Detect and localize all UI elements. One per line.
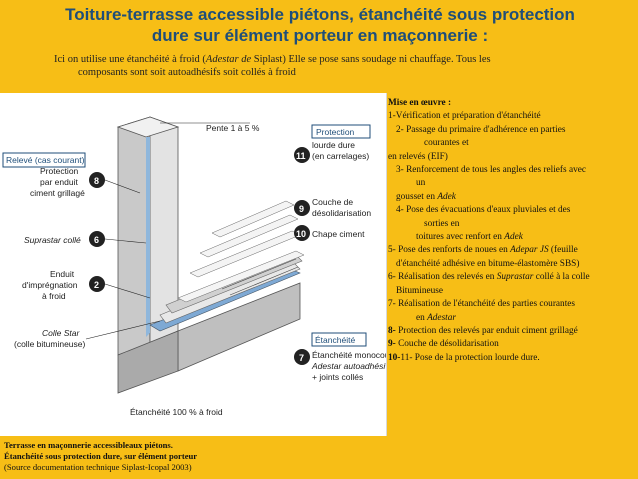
intro-line2: composants sont soit autoadhésifs soit collés à froid (78, 67, 296, 78)
releve-label: Relevé (cas courant) (6, 155, 85, 165)
steps-list (388, 97, 636, 365)
step-5b: d'étanchéité adhésive en bitume-élastomère SBS) (396, 258, 580, 269)
step-5a-text: 5- Pose des renforts de noues en (388, 245, 511, 256)
step-9-text: Couche de désolidarisation (395, 339, 499, 350)
step-10 (388, 352, 636, 365)
chape-label: Chape ciment (312, 229, 365, 239)
roof-section-diagram (0, 93, 387, 436)
protection-right-2: (en carrelages) (312, 151, 370, 161)
step-1: 1-Vérification et préparation d'étanchéité (388, 111, 541, 122)
figure-caption (4, 440, 384, 473)
step-4c-text: toitures avec renfort en (416, 232, 505, 243)
protection-right-1: lourde dure (312, 140, 356, 150)
protection-left-2: par enduit (40, 177, 78, 187)
step-4b: sorties en (424, 218, 460, 229)
title-line-2: dure sur élément porteur en maçonnerie : (151, 26, 489, 45)
intro-line1-a: Ici on utilise une étanchéité à froid ( (54, 54, 206, 65)
monocouche-3: + joints collés (312, 372, 364, 382)
num-10: 10 (296, 229, 307, 239)
couche-1: Couche de (312, 197, 354, 207)
step-3c-italic: Adek (437, 191, 456, 202)
num-11: 11 (296, 151, 306, 161)
step-3b: un (416, 178, 426, 189)
step-9-num: 9- (388, 339, 396, 350)
step-6b: Bitumineuse (396, 285, 443, 296)
enduit-1: Enduit (50, 269, 75, 279)
page-title (10, 4, 630, 46)
monocouche-1: Étanchéité monoco (312, 350, 385, 360)
couche-2: désolidarisation (312, 208, 372, 218)
step-7a: 7- Réalisation de l'étanchéité des parties courantes (388, 299, 576, 310)
caption-line2: Étanchéité sous protection dure, sur élément porteur (4, 451, 198, 461)
step-7b-italic: Adestar (427, 312, 457, 323)
num-7: 7 (299, 353, 305, 363)
wall-side (118, 117, 150, 355)
step-5a-tail: (feuille (548, 245, 578, 256)
monocouche-2: Adestar autoadhési (312, 361, 386, 371)
colle-2: (colle bitumineuse) (14, 339, 86, 349)
bottom-label: Étanchéité 100 % à froid (130, 407, 223, 417)
diagram-svg (0, 93, 386, 436)
intro-text (54, 53, 614, 79)
num-6: 6 (94, 235, 100, 245)
title-line-1: Toiture-terrasse accessible piétons, étanchéité sous protection (65, 5, 575, 24)
step-6a-italic: Suprastar (496, 272, 534, 283)
step-5a (388, 244, 636, 257)
step-8 (388, 325, 636, 338)
step-5a-italic: Adepar JS (510, 245, 549, 256)
step-6a-text: 6- Réalisation des relevés en (388, 272, 497, 283)
num-9: 9 (299, 204, 305, 214)
step-4c (388, 231, 636, 244)
step-6a-tail: collé à la colle (533, 272, 590, 283)
step-9 (388, 338, 636, 351)
protection-left-1: Protection (40, 166, 79, 176)
step-3c-text: gousset en (396, 191, 438, 202)
step-6a (388, 271, 636, 284)
upturn-membrane (146, 137, 150, 337)
caption-line1: Terrasse en maçonnerie accessibleaux piétons. (4, 440, 173, 450)
step-2c: en relevés (EIF) (388, 151, 448, 162)
step-2a: 2- Passage du primaire d'adhérence en parties (396, 124, 566, 135)
step-10-num: 10- (388, 352, 401, 363)
etancheite-box-label: Étanchéité (315, 335, 356, 345)
colle-1: Colle Star (42, 328, 80, 338)
protection-box-label: Protection (316, 127, 355, 137)
step-7b (388, 312, 636, 325)
step-4c-italic: Adek (504, 232, 523, 243)
steps-heading: Mise en œuvre : (388, 98, 452, 108)
step-10-text: 11- Pose de la protection lourde dure. (400, 352, 540, 363)
slope-label: Pente 1 à 5 % (206, 123, 260, 133)
step-8-num: 8- (388, 325, 396, 336)
step-4a: 4- Pose des évacuations d'eaux pluviales et des (396, 205, 571, 216)
step-3c (388, 191, 636, 204)
num-8: 8 (94, 176, 100, 186)
step-7b-text: en (416, 312, 428, 323)
protection-left-3: ciment grillagé (30, 188, 85, 198)
step-3a: 3- Renforcement de tous les angles des reliefs avec (396, 165, 586, 176)
enduit-3: à froid (42, 291, 66, 301)
caption-line3: (Source documentation technique Siplast-Icopal 2003) (4, 462, 192, 472)
step-2b: courantes et (424, 138, 469, 149)
suprastar-label: Suprastar collé (24, 235, 81, 245)
num-2: 2 (94, 280, 100, 290)
intro-line1-b: Siplast) Elle se pose sans soudage ni chauffage. Tous les (251, 54, 491, 65)
enduit-2: d'imprégnation (22, 280, 78, 290)
intro-line1-italic: Adestar de (205, 54, 252, 65)
step-8-text: Protection des relevés par enduit ciment grillagé (395, 325, 578, 336)
